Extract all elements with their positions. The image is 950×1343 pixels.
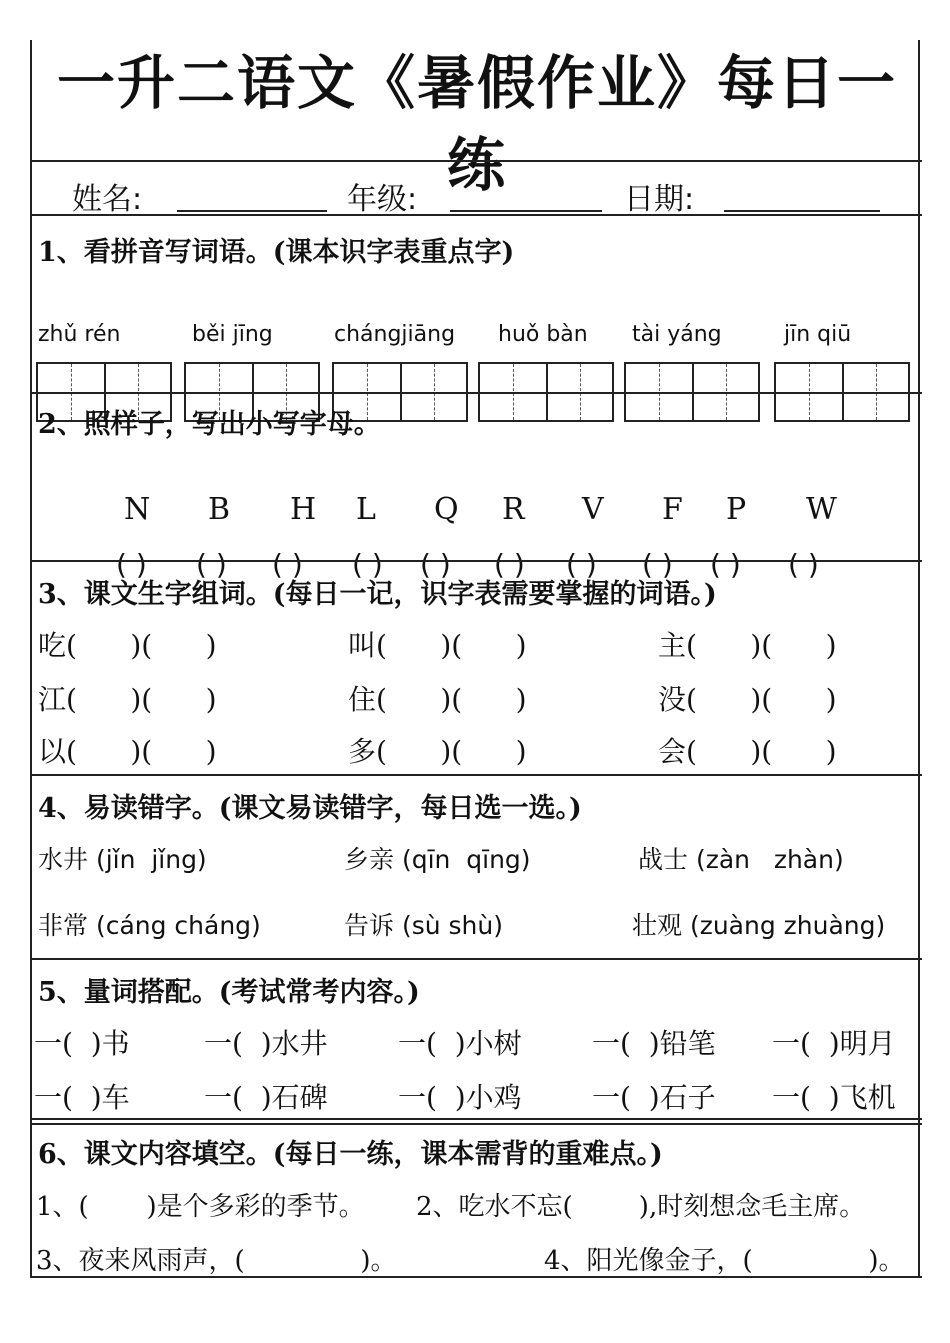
pinyin-3: chángjiāng [334,322,456,347]
measure-word-item: 一( )水井 [204,1027,328,1060]
word-item: 会( )( ) [658,735,837,768]
pinyin-1: zhǔ rén [38,322,121,347]
pinyin-choice: 水井 (jǐn jǐng) [38,845,207,874]
letter: Q [434,492,459,527]
pinyin-choice: 壮观 (zuàng zhuàng) [632,911,886,940]
letter: V [582,492,604,527]
measure-word-item: 一( )飞机 [772,1081,896,1114]
measure-word-item: 一( )小鸡 [398,1081,522,1114]
pinyin-4: huǒ bàn [498,322,588,347]
answer-blank[interactable]: ( ) [710,548,741,581]
q5-heading: 5、量词搭配。(考试常考内容。) [38,977,420,1008]
answer-blank[interactable]: ( ) [420,548,451,581]
answer-blank[interactable]: ( ) [788,548,819,581]
word-item: 以( )( ) [38,735,217,768]
date-field[interactable] [724,210,880,212]
grade-label: 年级: [347,182,418,217]
answer-blank[interactable]: ( ) [272,548,303,581]
letter: P [726,492,747,527]
word-item: 没( )( ) [658,683,837,716]
measure-word-item: 一( )铅笔 [592,1027,716,1060]
q2-heading: 2、照样子，写出小写字母。 [38,409,381,440]
name-field[interactable] [177,210,327,212]
divider [32,1123,922,1125]
divider [32,774,922,776]
letter: L [356,492,376,527]
page-title: 一升二语文《暑假作业》每日一练 [56,49,897,199]
answer-blank[interactable]: ( ) [352,548,383,581]
divider [32,1276,922,1278]
pinyin-choice: 非常 (cáng cháng) [38,911,261,940]
q4-heading: 4、易读错字。(课文易读错字，每日选一选。) [38,793,582,824]
divider [32,958,922,960]
pinyin-choice: 告诉 (sù shù) [344,911,503,940]
letter: N [124,492,151,527]
letter: B [208,492,231,527]
name-label: 姓名: [72,182,143,217]
info-row [32,174,922,218]
measure-word-item: 一( )明月 [772,1027,896,1060]
q3-heading: 3、课文生字组词。(每日一记，识字表需要掌握的词语。) [38,579,717,610]
pinyin-5: tài yáng [632,322,722,347]
divider [32,214,922,216]
pinyin-2: běi jīng [192,322,273,347]
date-label: 日期: [624,182,695,217]
letter: F [662,492,683,527]
q6-heading: 6、课文内容填空。(每日一练，课本需背的重难点。) [38,1139,663,1170]
pinyin-choice: 乡亲 (qīn qīng) [344,845,531,874]
measure-word-item: 一( )石碑 [204,1081,328,1114]
measure-word-item: 一( )书 [34,1027,130,1060]
word-item: 叫( )( ) [348,629,527,662]
measure-word-item: 一( )车 [34,1081,130,1114]
word-item: 主( )( ) [658,629,837,662]
q1-heading: 1、看拼音写词语。(课本识字表重点字) [38,237,515,268]
word-item: 江( )( ) [38,683,217,716]
answer-blank[interactable]: ( ) [494,548,525,581]
answer-blank[interactable]: ( ) [196,548,227,581]
fill-blank-sentence: 1、( )是个多彩的季节。 [36,1192,365,1222]
fill-blank-sentence: 2、吃水不忘( ),时刻想念毛主席。 [416,1192,866,1222]
letter: R [502,492,525,527]
fill-blank-sentence: 3、夜来风雨声，( )。 [36,1246,397,1276]
word-item: 吃( )( ) [38,629,217,662]
grade-field[interactable] [450,210,602,212]
word-item: 住( )( ) [348,683,527,716]
answer-blank[interactable]: ( ) [116,548,147,581]
letter: H [290,492,317,527]
divider [32,560,922,562]
divider [32,160,922,162]
divider [32,1118,922,1120]
divider [32,392,922,394]
pinyin-choice: 战士 (zàn zhàn) [638,845,844,874]
measure-word-item: 一( )石子 [592,1081,716,1114]
measure-word-item: 一( )小树 [398,1027,522,1060]
word-item: 多( )( ) [348,735,527,768]
answer-blank[interactable]: ( ) [642,548,673,581]
pinyin-6: jīn qiū [784,322,852,347]
letter: W [806,492,837,527]
answer-blank[interactable]: ( ) [566,548,597,581]
fill-blank-sentence: 4、阳光像金子，( )。 [544,1246,905,1276]
worksheet [30,40,920,1278]
